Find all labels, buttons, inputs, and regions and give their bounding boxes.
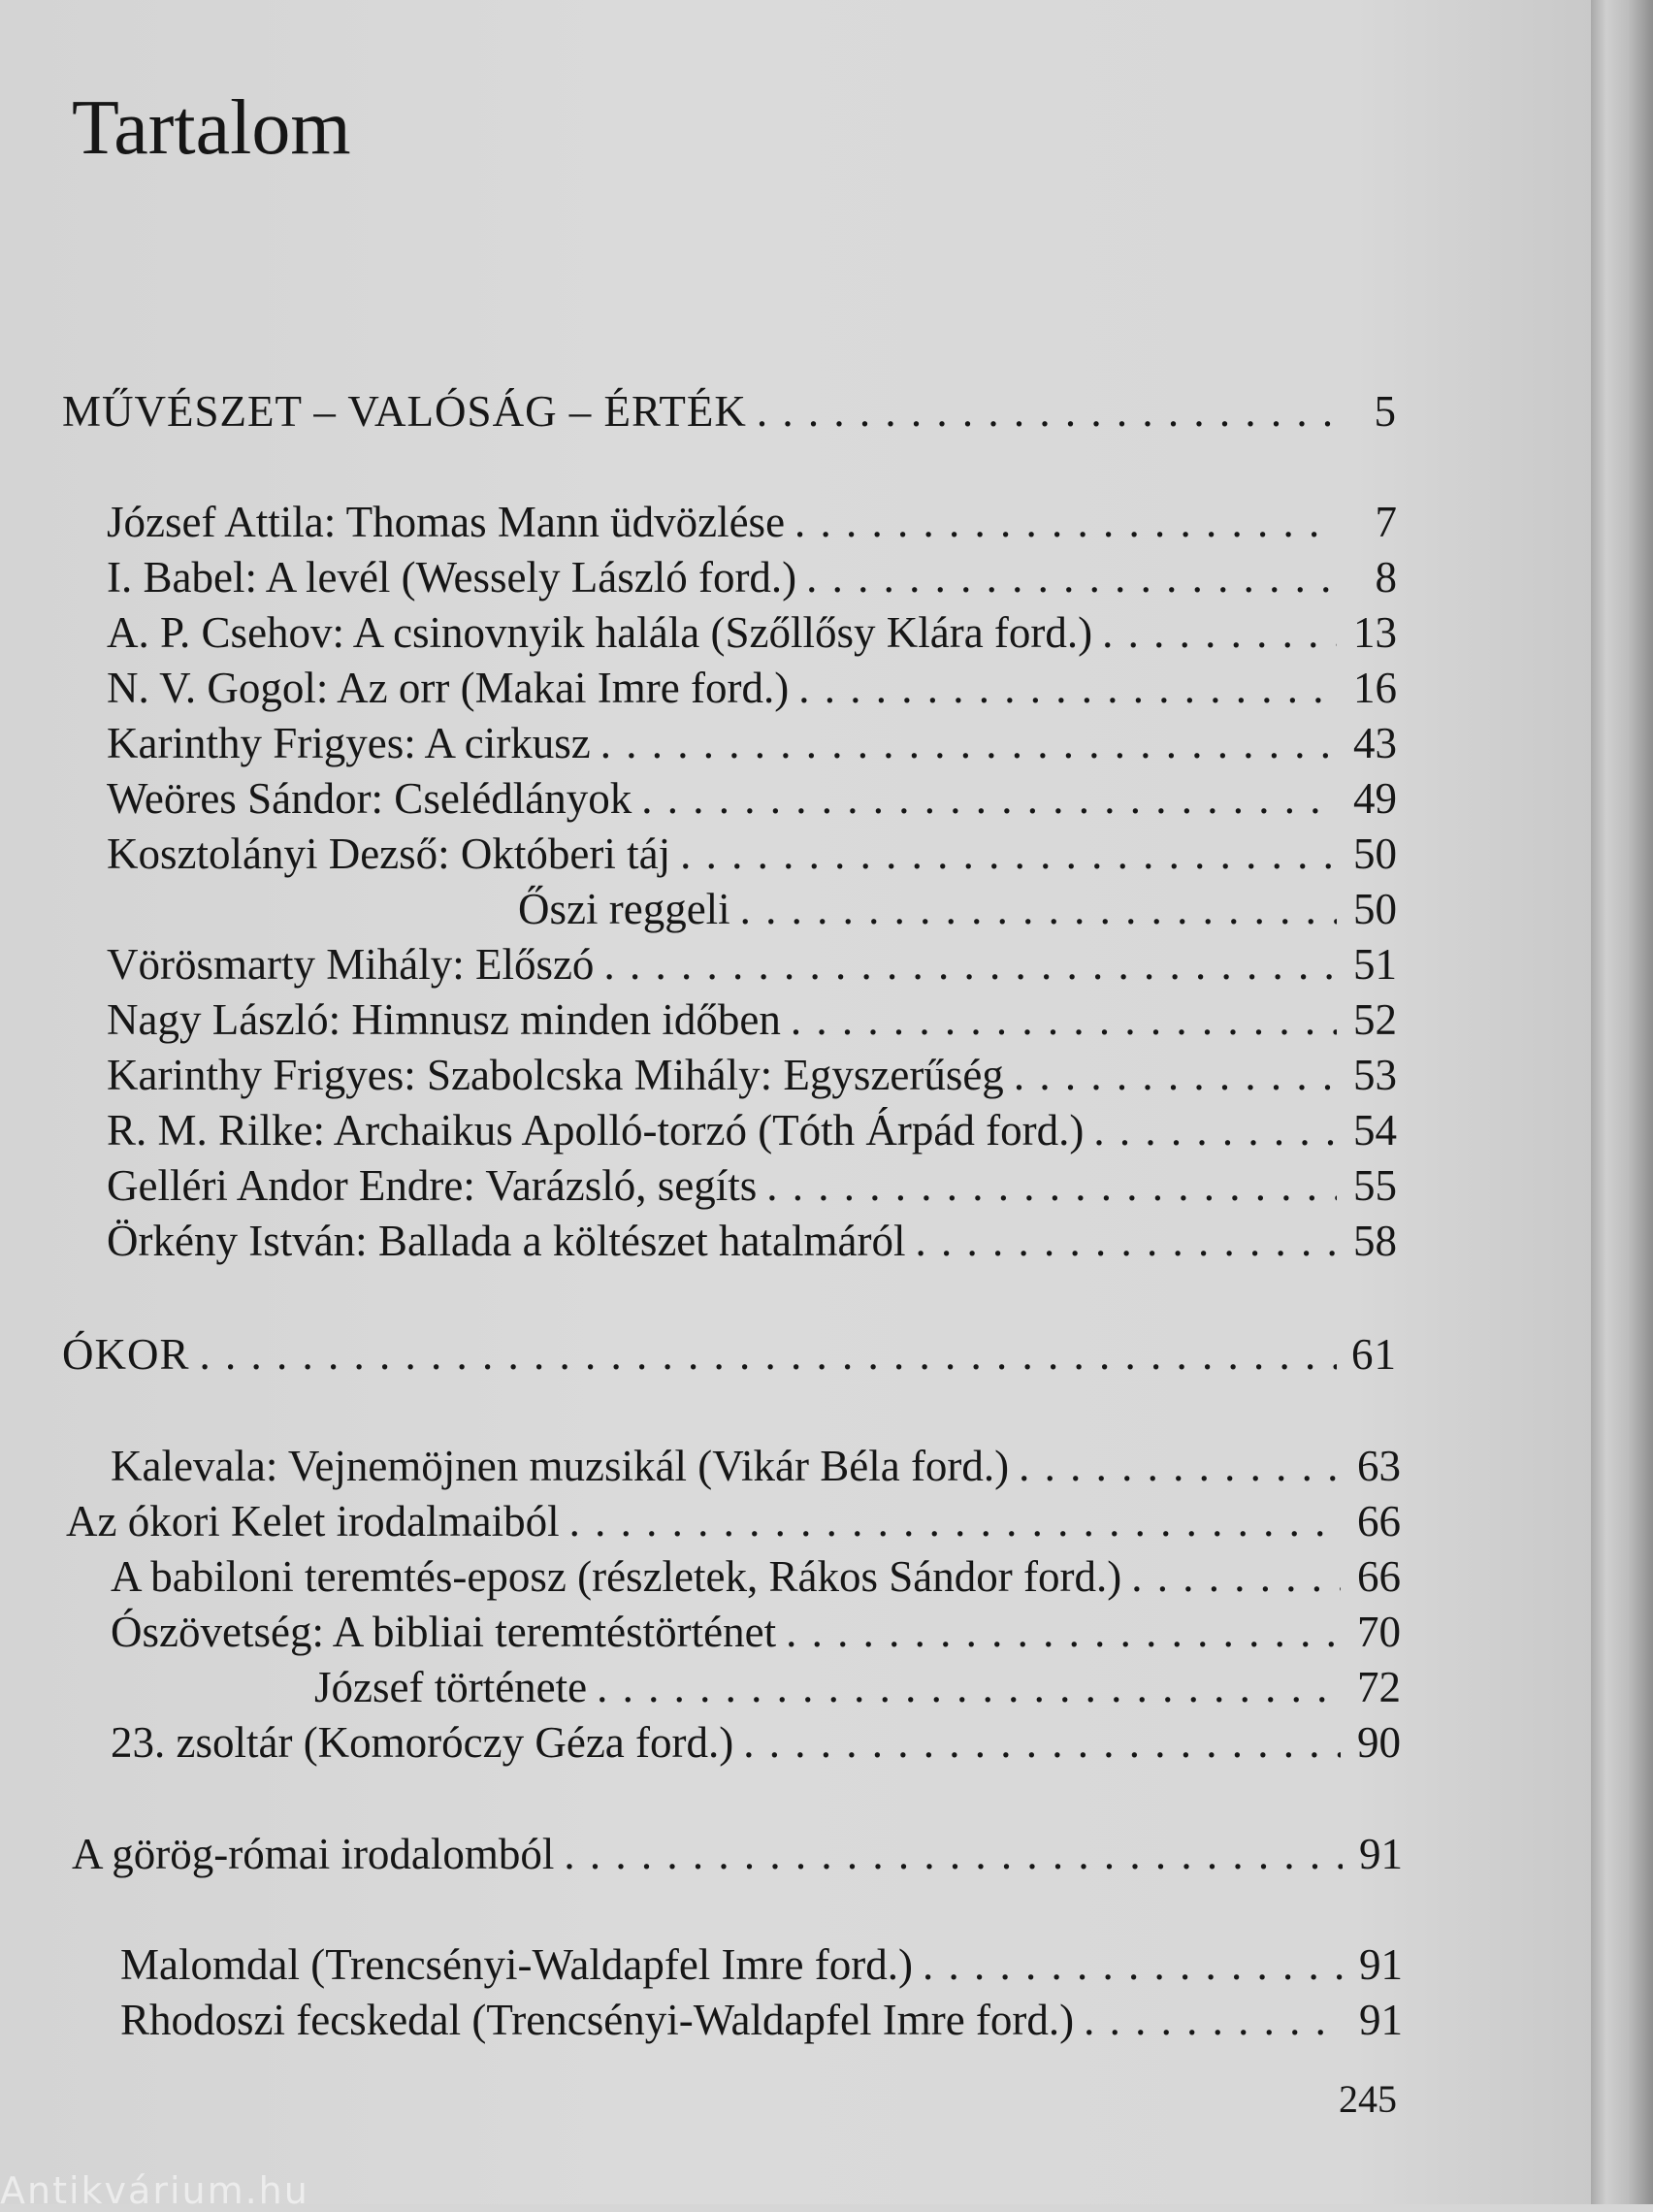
dot-leader: [597, 1662, 1341, 1712]
dot-leader: [743, 1717, 1341, 1768]
toc-page-number: 58: [1353, 1217, 1397, 1265]
dot-leader: [740, 884, 1337, 934]
toc-page-number: 51: [1353, 940, 1397, 989]
toc-entry-label: R. M. Rilke: Archaikus Apolló-torzó (Tóth Árpád ford.): [107, 1106, 1085, 1155]
toc-entry: [107, 552, 1397, 606]
toc-entry-label: A görög-római irodalomból: [72, 1830, 555, 1878]
dot-leader: [1014, 1050, 1337, 1100]
toc-page-number: 16: [1353, 664, 1397, 712]
dot-leader: [757, 386, 1337, 437]
toc-entry: [66, 1496, 1401, 1550]
toc-entry: [107, 994, 1397, 1049]
toc-section-heading: [62, 386, 1397, 440]
page-title: Tartalom: [72, 85, 351, 171]
toc-entry: [107, 1160, 1397, 1215]
dot-leader: [794, 497, 1337, 547]
toc-page-number: 70: [1357, 1608, 1401, 1656]
toc-entry-label: József Attila: Thomas Mann üdvözlése: [107, 498, 786, 546]
toc-page-number: 66: [1357, 1497, 1401, 1545]
dot-leader: [600, 718, 1337, 768]
toc-section-heading: [62, 1329, 1397, 1383]
dot-leader: [791, 994, 1337, 1045]
dot-leader: [798, 663, 1337, 713]
dot-leader: [766, 1160, 1337, 1211]
dot-leader: [786, 1607, 1341, 1657]
toc-entry: [107, 663, 1397, 717]
toc-entry: [107, 1216, 1397, 1270]
toc-entry-label: Vörösmarty Mihály: Előszó: [107, 940, 595, 989]
toc-page-number: 52: [1353, 995, 1397, 1044]
dot-leader: [569, 1496, 1341, 1546]
toc-entry: [111, 1607, 1401, 1661]
toc-entry: [107, 1050, 1397, 1104]
toc-page-number: 49: [1353, 774, 1397, 823]
toc-entry-label: A babiloni teremtés-eposz (részletek, Rákos Sándor ford.): [111, 1552, 1122, 1601]
toc-entry: [107, 829, 1397, 883]
toc-page-number: 72: [1357, 1663, 1401, 1711]
toc-entry-label: Kosztolányi Dezső: Októberi táj: [107, 830, 671, 878]
dot-leader: [200, 1329, 1337, 1380]
page-folio-number: 245: [1339, 2077, 1397, 2121]
dot-leader: [915, 1216, 1337, 1266]
toc-entry: [314, 1662, 1401, 1716]
toc-entry-label: Ószövetség: A bibliai teremtéstörténet: [111, 1608, 777, 1656]
toc-entry: [107, 718, 1397, 772]
toc-entry-label: Karinthy Frigyes: Szabolcska Mihály: Egyszerűség: [107, 1051, 1004, 1099]
toc-entry: [111, 1717, 1401, 1772]
toc-page-number: 63: [1357, 1442, 1401, 1490]
toc-page-number: 53: [1353, 1051, 1397, 1099]
dot-leader: [1093, 1105, 1337, 1155]
dot-leader: [603, 939, 1337, 990]
toc-entry: [120, 1995, 1403, 2049]
toc-page-number: 8: [1375, 553, 1397, 602]
toc-page-number: 7: [1375, 498, 1397, 546]
toc-page-number: 91: [1359, 1996, 1403, 2044]
dot-leader: [1131, 1551, 1341, 1602]
toc-entry: [518, 884, 1397, 938]
book-spine: [1591, 0, 1653, 2204]
toc-entry-label: Őszi reggeli: [518, 885, 730, 933]
dot-leader: [641, 773, 1337, 824]
toc-entry: [120, 1939, 1403, 1994]
toc-entry-label: Az ókori Kelet irodalmaiból: [66, 1497, 560, 1545]
dot-leader: [564, 1829, 1343, 1879]
watermark-text: Antikvárium.hu: [0, 2169, 309, 2212]
toc-entry-label: I. Babel: A levél (Wessely László ford.): [107, 553, 797, 602]
toc-entry: [107, 939, 1397, 993]
toc-entry-label: Karinthy Frigyes: A cirkusz: [107, 719, 591, 767]
toc-entry-label: A. P. Csehov: A csinovnyik halála (Szőllősy Klára ford.): [107, 608, 1093, 657]
toc-entry-label: Kalevala: Vejnemöjnen muzsikál (Vikár Béla ford.): [111, 1442, 1010, 1490]
toc-entry: [107, 773, 1397, 828]
toc-entry: [111, 1551, 1401, 1606]
toc-page-number: 91: [1359, 1940, 1403, 1989]
dot-leader: [680, 829, 1337, 879]
toc-entry-label: N. V. Gogol: Az orr (Makai Imre ford.): [107, 664, 790, 712]
toc-entry-label: Malomdal (Trencsényi-Waldapfel Imre ford.): [120, 1940, 913, 1989]
toc-page-number: 91: [1359, 1830, 1403, 1878]
toc-entry: [111, 1441, 1401, 1495]
toc-page-number: 66: [1357, 1552, 1401, 1601]
toc-entry-label: Gelléri Andor Endre: Varázsló, segíts: [107, 1161, 758, 1210]
toc-entry-label: Nagy László: Himnusz minden időben: [107, 995, 781, 1044]
toc-entry-label: 23. zsoltár (Komoróczy Géza ford.): [111, 1718, 734, 1767]
toc-page-number: 50: [1353, 885, 1397, 933]
toc-entry-label: Örkény István: Ballada a költészet hatalmáról: [107, 1217, 906, 1265]
toc-page-number: 13: [1353, 608, 1397, 657]
dot-leader: [1019, 1441, 1341, 1491]
toc-entry-label: Weöres Sándor: Cselédlányok: [107, 774, 632, 823]
toc-section-label: MŰVÉSZET – VALÓSÁG – ÉRTÉK: [62, 387, 747, 436]
toc-page-number: 90: [1357, 1718, 1401, 1767]
toc-page-number: 50: [1353, 830, 1397, 878]
toc-entry: [107, 1105, 1397, 1159]
dot-leader: [923, 1939, 1343, 1990]
dot-leader: [806, 552, 1337, 602]
toc-entry: [72, 1829, 1403, 1883]
dot-leader: [1102, 607, 1337, 658]
toc-section-label: ÓKOR: [62, 1330, 190, 1379]
toc-page-number: 61: [1351, 1330, 1397, 1379]
toc-page-number: 54: [1353, 1106, 1397, 1155]
toc-page-number: 55: [1353, 1161, 1397, 1210]
toc-page-number: 43: [1353, 719, 1397, 767]
toc-entry: [107, 607, 1397, 662]
toc-page-number: 5: [1374, 387, 1397, 436]
toc-entry-label: Rhodoszi fecskedal (Trencsényi-Waldapfel Imre ford.): [120, 1996, 1075, 2044]
toc-entry-label: József története: [314, 1663, 588, 1711]
dot-leader: [1084, 1995, 1343, 2045]
toc-entry: [107, 497, 1397, 551]
